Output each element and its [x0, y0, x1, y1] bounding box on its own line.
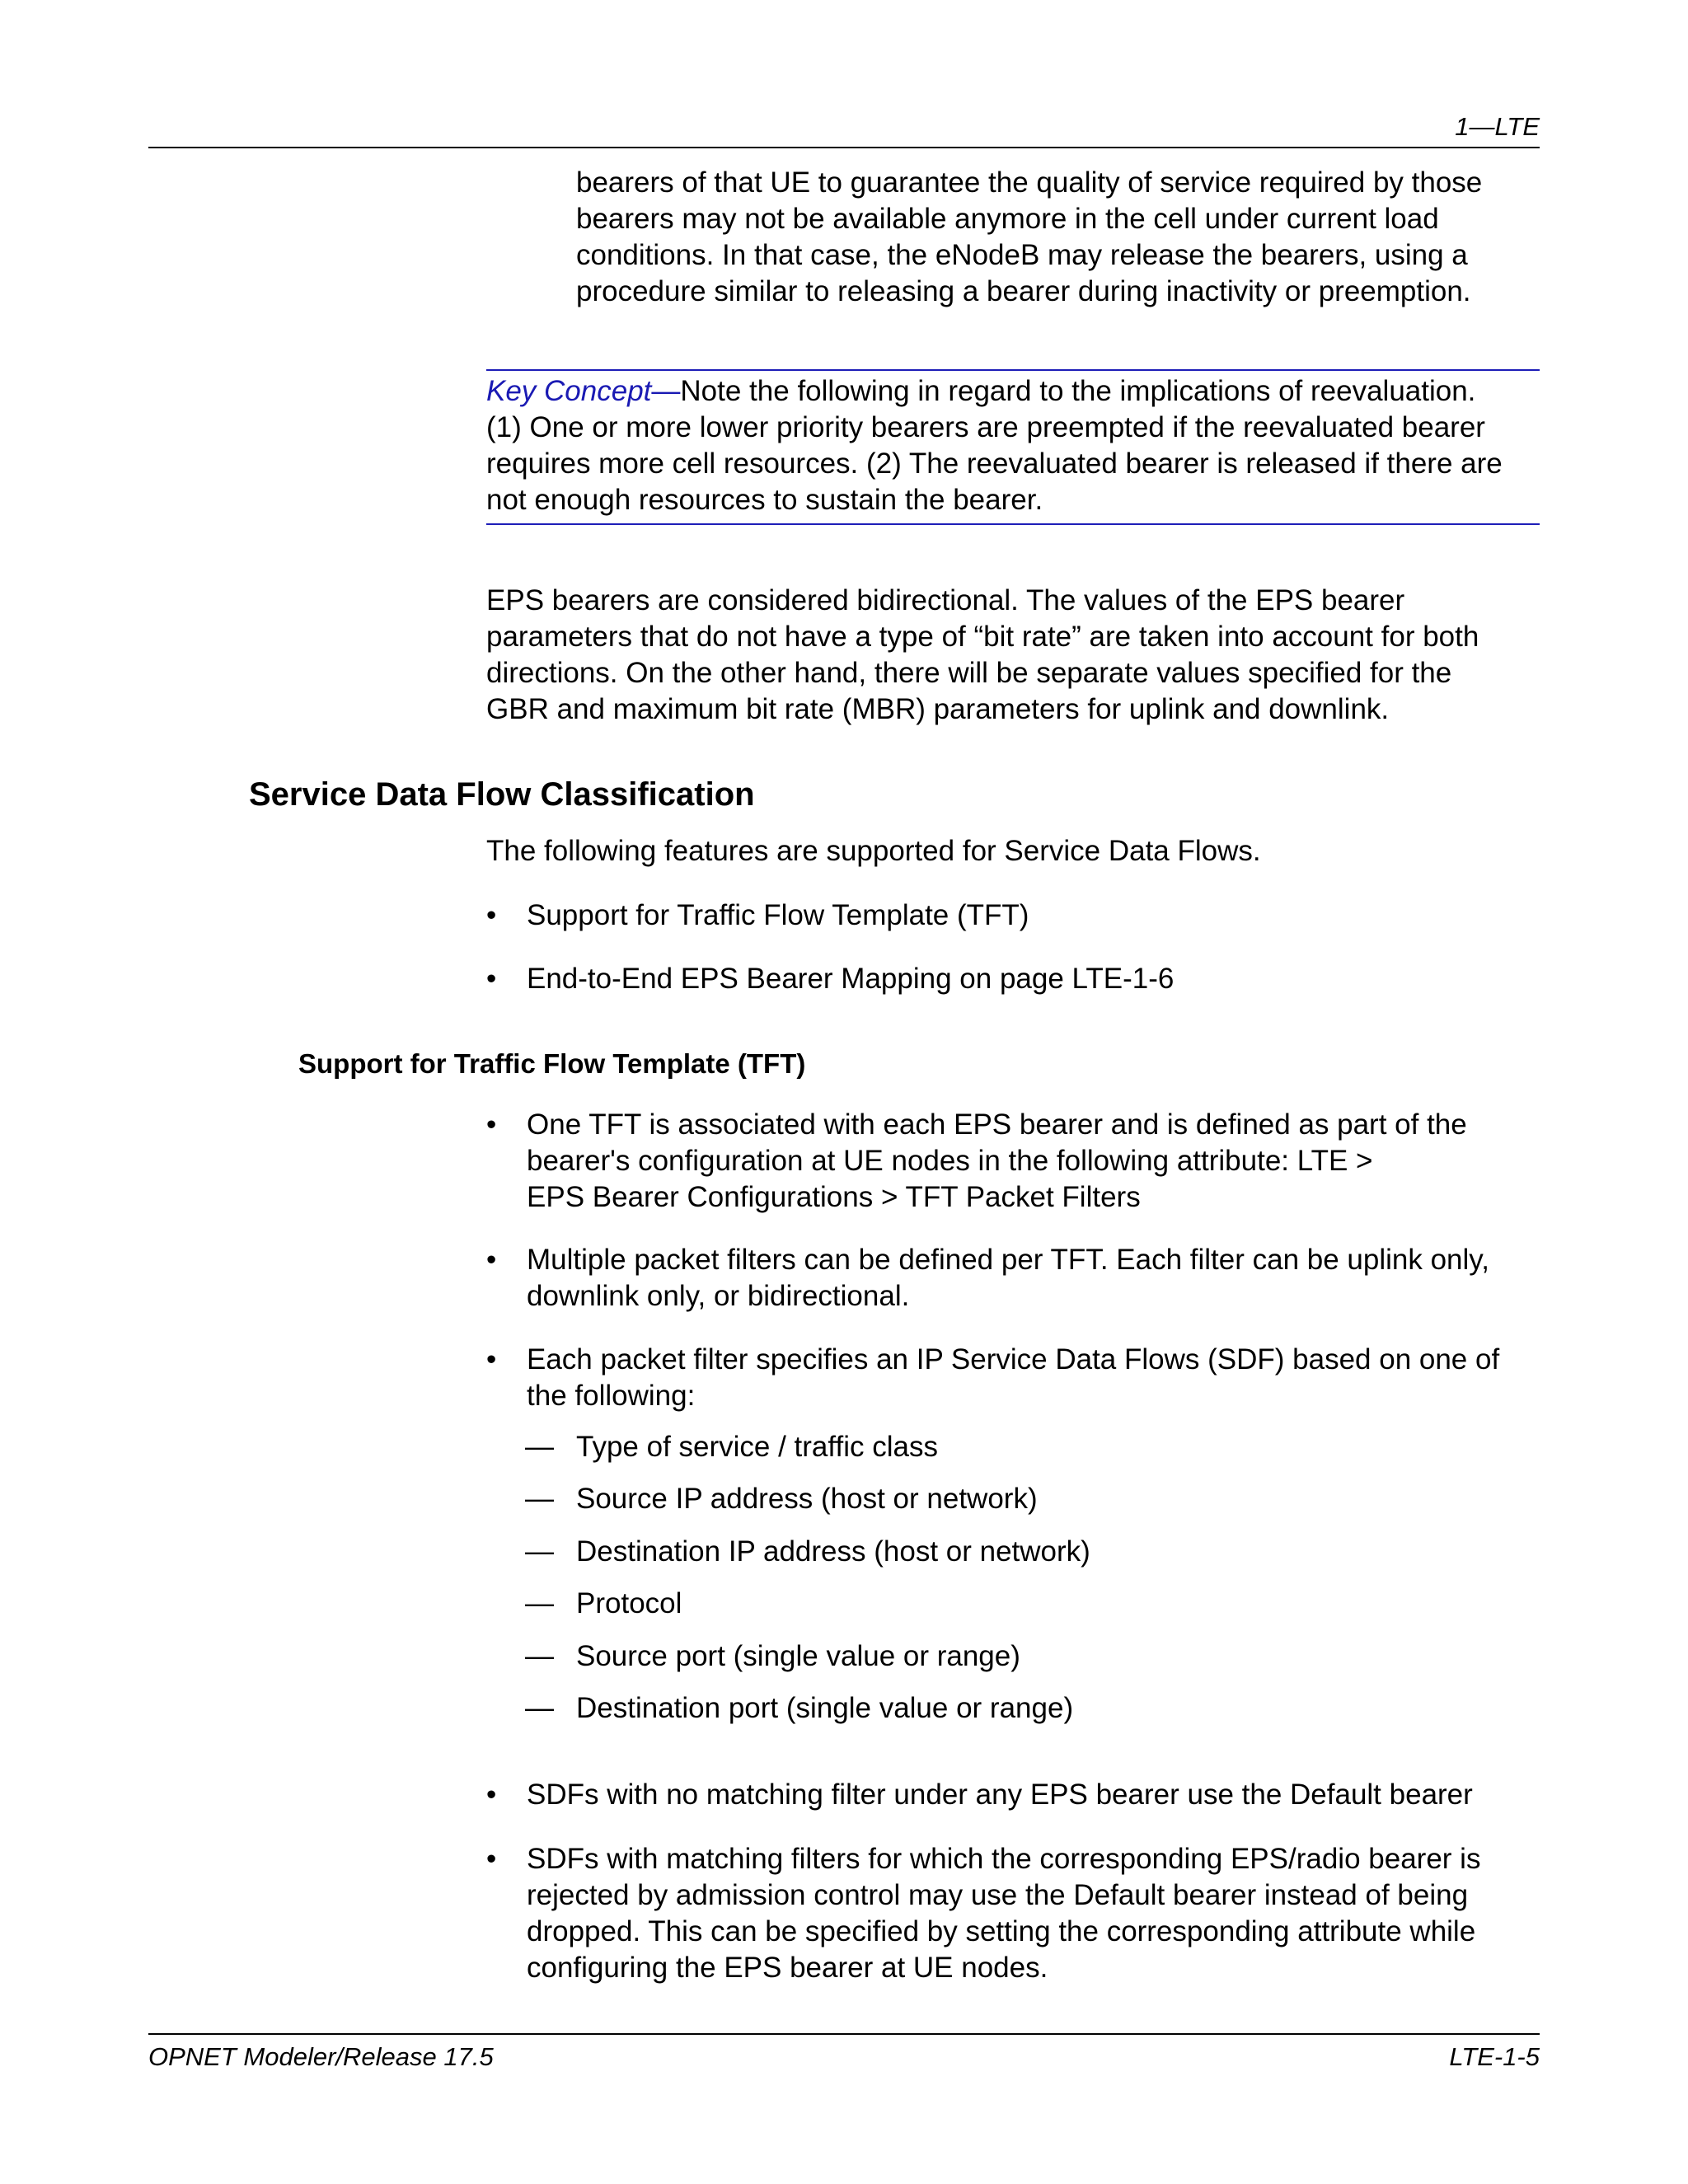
key-concept-lead: Note the following in regard to the implications of reevaluation.	[680, 375, 1476, 407]
text-line: One TFT is associated with each EPS bearer and is defined as part of the	[527, 1108, 1467, 1141]
subsection-heading: Support for Traffic Flow Template (TFT)	[298, 1048, 806, 1079]
bullet-marker: •	[486, 963, 497, 995]
text-line: conditions. In that case, the eNodeB may release the bearers, using a	[576, 239, 1468, 271]
text-line: Each packet filter specifies an IP Service Data Flows (SDF) based on one of	[527, 1343, 1500, 1376]
filter-criterion: Protocol	[576, 1587, 682, 1619]
list-item	[527, 1342, 1499, 1414]
filter-criterion: Source IP address (host or network)	[576, 1483, 1038, 1515]
dash-marker: —	[525, 1483, 554, 1515]
filter-criterion: Source port (single value or range)	[576, 1640, 1020, 1672]
text-line: EPS bearers are considered bidirectional. The values of the EPS bearer	[486, 584, 1405, 616]
text-line: SDFs with matching filters for which the corresponding EPS/radio bearer is	[527, 1843, 1481, 1875]
filter-criterion: Destination port (single value or range)	[576, 1692, 1074, 1724]
list-item	[527, 1107, 1467, 1216]
text-line: Multiple packet filters can be defined per TFT. Each filter can be uplink only,	[527, 1244, 1489, 1276]
header-rule	[148, 147, 1540, 148]
bullet-marker: •	[486, 1843, 497, 1875]
text-line: GBR and maximum bit rate (MBR) parameters for uplink and downlink.	[486, 693, 1390, 725]
footer-product: OPNET Modeler/Release 17.5	[148, 2042, 494, 2071]
footer-rule	[148, 2033, 1540, 2035]
feature-item-eps-mapping: End-to-End EPS Bearer Mapping on page LTE-1-6	[527, 963, 1175, 995]
text-line: requires more cell resources. (2) The reevaluated bearer is released if there are	[486, 448, 1503, 480]
text-line: the following:	[527, 1380, 696, 1412]
list-item	[527, 1242, 1489, 1315]
key-concept-box	[486, 373, 1503, 518]
dash-marker: —	[525, 1587, 554, 1619]
bullet-marker: •	[486, 899, 497, 931]
list-item: SDFs with no matching filter under any EPS bearer use the Default bearer	[527, 1779, 1473, 1811]
text-line: procedure similar to releasing a bearer during inactivity or preemption.	[576, 275, 1471, 307]
text-line: rejected by admission control may use the Default bearer instead of being	[527, 1879, 1469, 1911]
text-line: (1) One or more lower priority bearers are preempted if the reevaluated bearer	[486, 411, 1485, 443]
bullet-marker: •	[486, 1343, 497, 1376]
bullet-marker: •	[486, 1779, 497, 1811]
text-line: bearer's configuration at UE nodes in the following attribute: LTE >	[527, 1145, 1373, 1177]
filter-criterion: Destination IP address (host or network)	[576, 1535, 1090, 1568]
running-header: 1—LTE	[1455, 112, 1540, 141]
text-line: bearers may not be available anymore in the cell under current load	[576, 203, 1439, 235]
key-concept-first-line	[486, 373, 1503, 410]
text-line: downlink only, or bidirectional.	[527, 1280, 910, 1312]
text-line: parameters that do not have a type of “bit rate” are taken into account for both	[486, 621, 1479, 653]
list-item	[527, 1841, 1480, 1986]
section-heading: Service Data Flow Classification	[249, 776, 755, 813]
dash-marker: —	[525, 1431, 554, 1463]
continuation-paragraph	[576, 165, 1482, 310]
key-concept-top-rule	[486, 369, 1540, 371]
feature-item-tft: Support for Traffic Flow Template (TFT)	[527, 899, 1029, 931]
key-concept-bottom-rule	[486, 523, 1540, 525]
dash-marker: —	[525, 1535, 554, 1568]
filter-criterion: Type of service / traffic class	[576, 1431, 938, 1463]
section-intro: The following features are supported for Service Data Flows.	[486, 835, 1261, 867]
eps-paragraph	[486, 583, 1479, 728]
text-line: EPS Bearer Configurations > TFT Packet Filters	[527, 1181, 1141, 1213]
dash-marker: —	[525, 1640, 554, 1672]
text-line: not enough resources to sustain the bearer.	[486, 484, 1043, 516]
key-concept-label: Key Concept	[486, 375, 652, 407]
key-concept-dash: —	[651, 375, 681, 407]
text-line: bearers of that UE to guarantee the quality of service required by those	[576, 166, 1483, 199]
footer-page-number: LTE-1-5	[1449, 2042, 1540, 2071]
text-line: directions. On the other hand, there will be separate values specified for the	[486, 657, 1452, 689]
text-line: configuring the EPS bearer at UE nodes.	[527, 1952, 1048, 1984]
bullet-marker: •	[486, 1244, 497, 1276]
bullet-marker: •	[486, 1108, 497, 1141]
text-line: dropped. This can be specified by setting the corresponding attribute while	[527, 1915, 1476, 1947]
dash-marker: —	[525, 1692, 554, 1724]
